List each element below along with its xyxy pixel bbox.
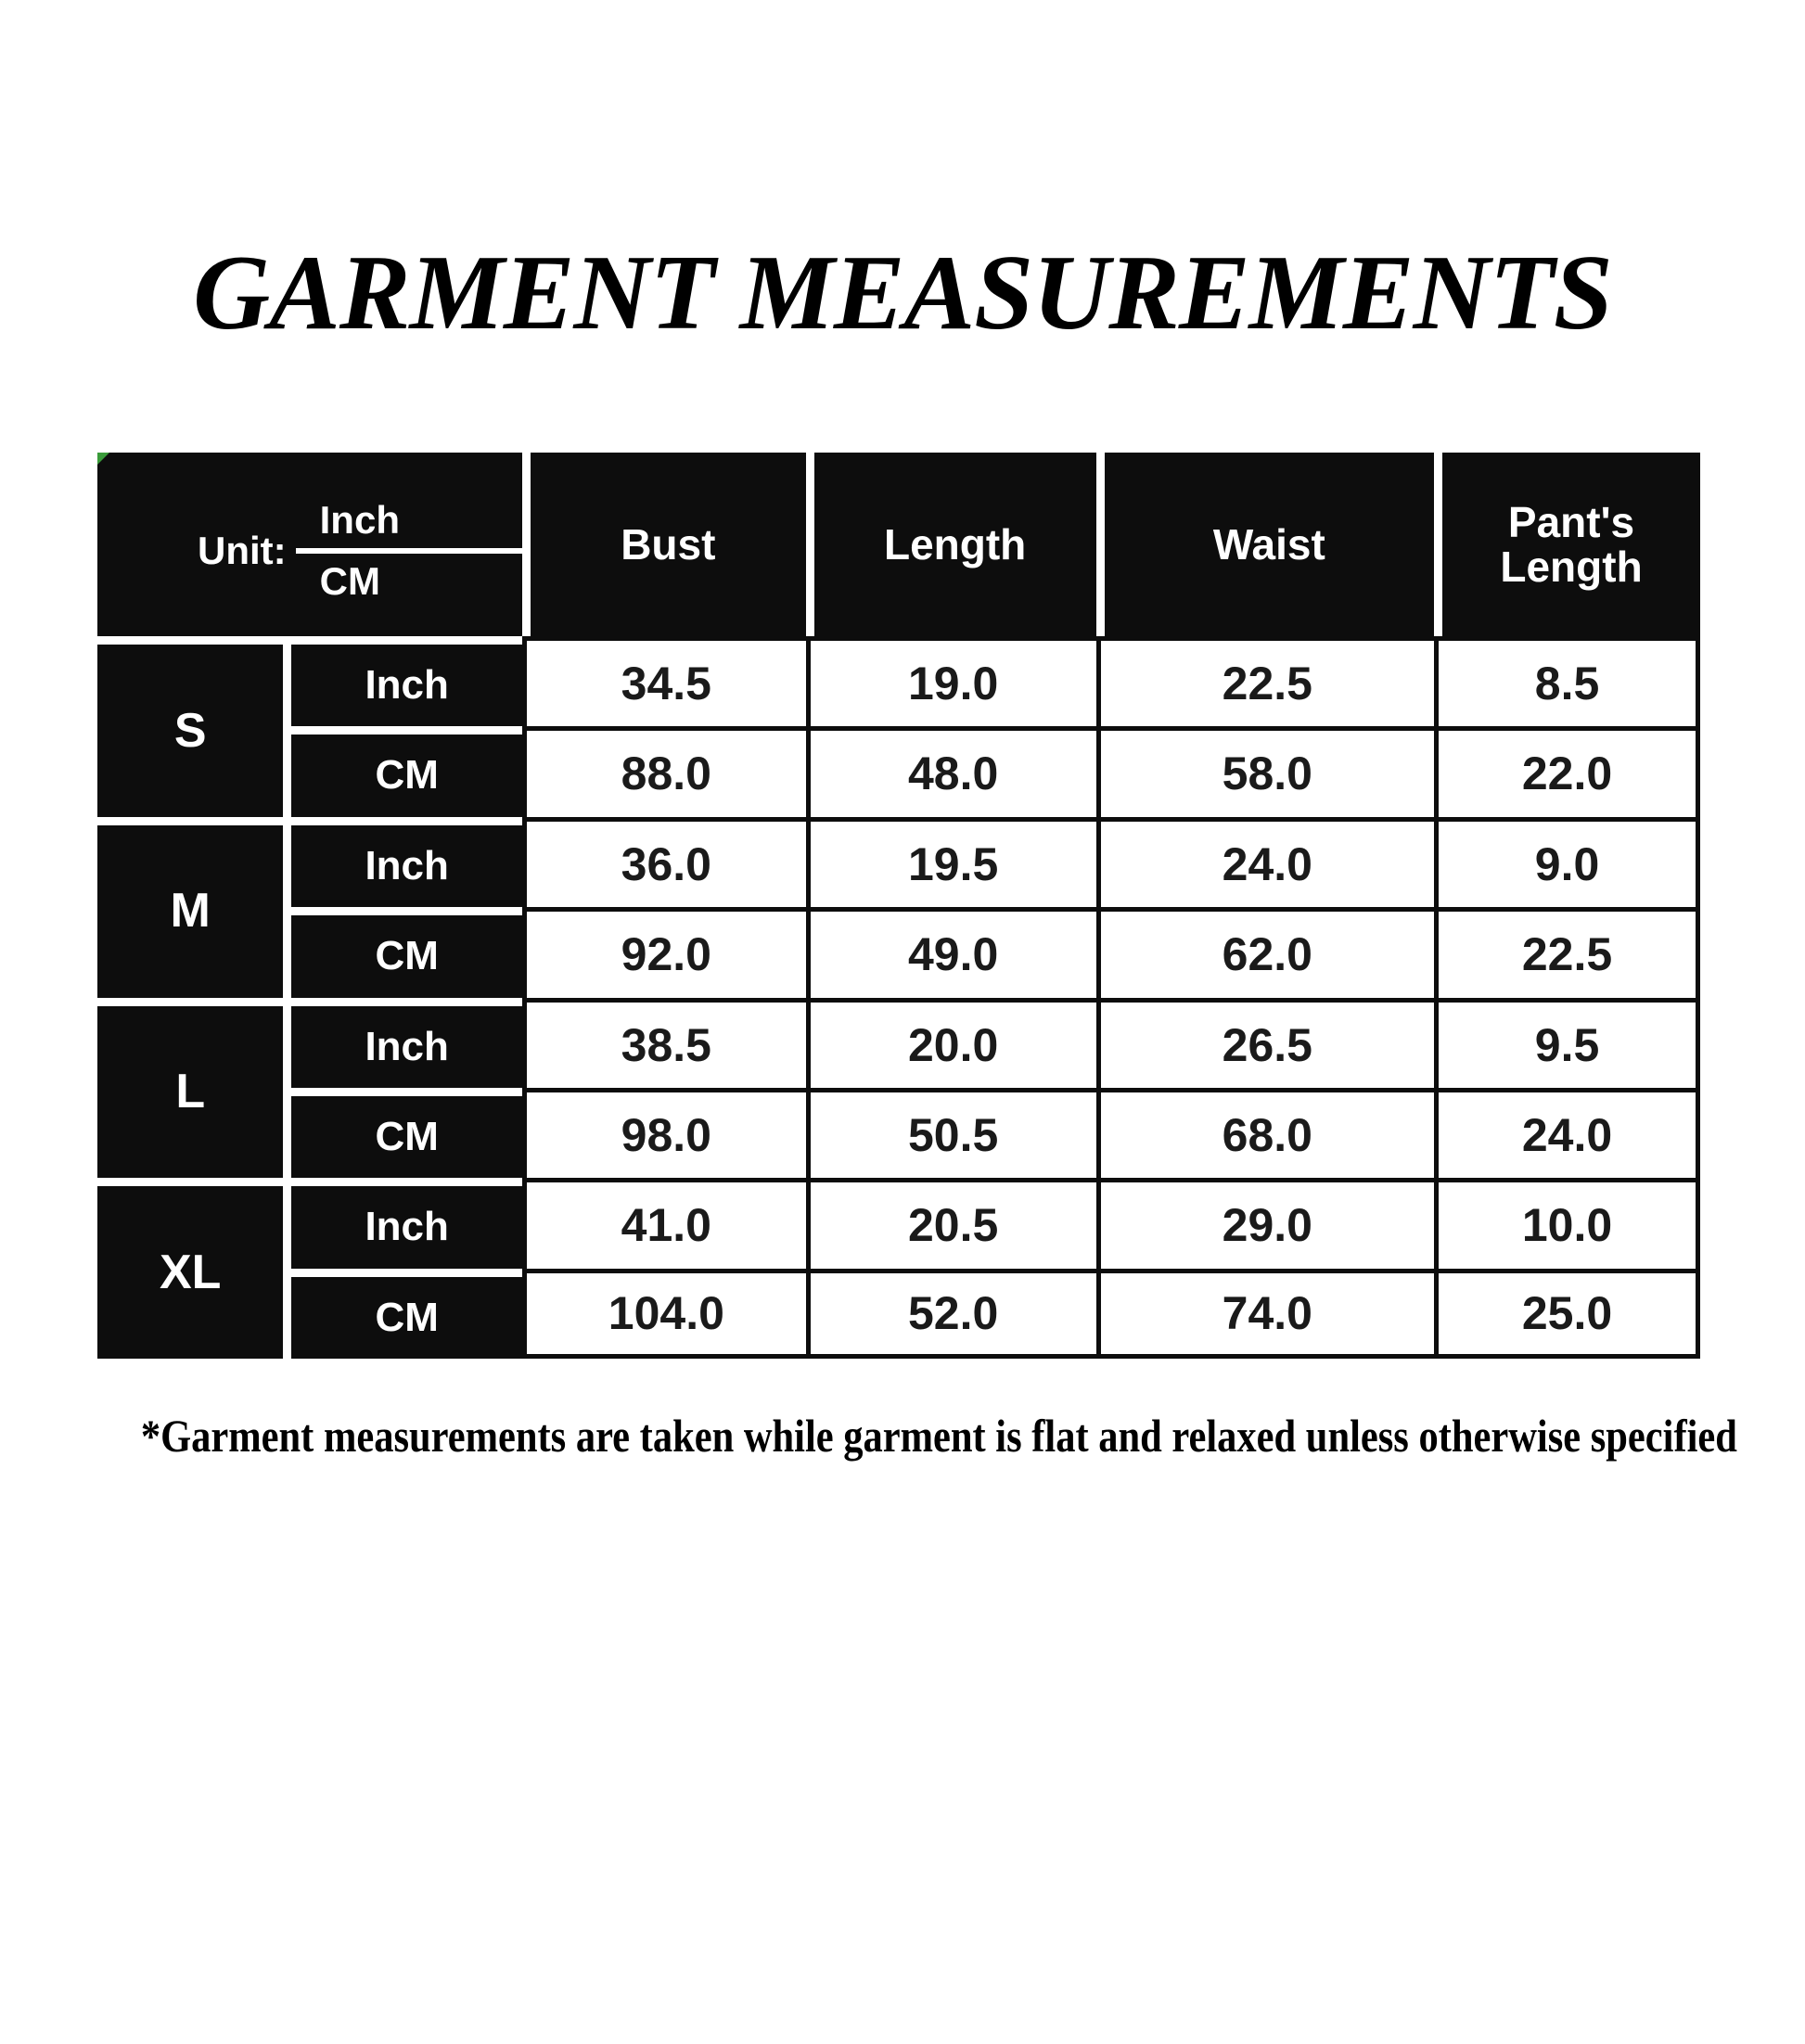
size-chart-table [97,453,1700,1359]
value-cell: 41.0 [522,1178,806,1268]
size-cell-s: S [97,636,283,817]
value-cell: 92.0 [522,907,806,997]
unit-cell-inch: Inch [283,636,521,726]
unit-fraction-inch: Inch [296,500,522,554]
page-title: GARMENT MEASUREMENTS [193,234,1612,351]
value-cell: 38.5 [522,998,806,1088]
value-cell: 104.0 [522,1269,806,1359]
value-cell: 29.0 [1096,1178,1435,1268]
header-cell-unit [97,453,522,636]
value-cell: 62.0 [1096,907,1435,997]
value-cell: 10.0 [1434,1178,1700,1268]
header-cell-waist: Waist [1096,453,1435,636]
value-cell: 68.0 [1096,1088,1435,1178]
value-cell: 8.5 [1434,636,1700,726]
size-cell-xl: XL [97,1178,283,1359]
unit-fraction-cm: CM [319,559,380,603]
value-cell: 9.5 [1434,998,1700,1088]
value-cell: 22.5 [1096,636,1435,726]
footnote-bar [0,1410,1805,1463]
value-cell: 20.5 [806,1178,1096,1268]
header-cell-bust: Bust [522,453,806,636]
footnote-text: *Garment measurements are taken while garment is flat and relaxed unless otherwise specified [140,1410,1737,1463]
title-bar [0,234,1805,351]
value-cell: 74.0 [1096,1269,1435,1359]
value-cell: 34.5 [522,636,806,726]
value-cell: 50.5 [806,1088,1096,1178]
value-cell: 25.0 [1434,1269,1700,1359]
value-cell: 48.0 [806,726,1096,816]
value-cell: 26.5 [1096,998,1435,1088]
value-cell: 24.0 [1096,817,1435,907]
value-cell: 19.5 [806,817,1096,907]
header-cell-length: Length [806,453,1096,636]
unit-cell-cm: CM [283,1269,521,1359]
value-cell: 52.0 [806,1269,1096,1359]
value-cell: 24.0 [1434,1088,1700,1178]
value-cell: 9.0 [1434,817,1700,907]
unit-fraction [296,497,522,603]
value-cell: 49.0 [806,907,1096,997]
unit-cell-cm: CM [283,726,521,816]
value-cell: 36.0 [522,817,806,907]
value-cell: 22.5 [1434,907,1700,997]
value-cell: 58.0 [1096,726,1435,816]
size-cell-l: L [97,998,283,1179]
unit-cell-inch: Inch [283,817,521,907]
value-cell: 19.0 [806,636,1096,726]
unit-cell-inch: Inch [283,1178,521,1268]
excel-artifact-green-triangle-icon [97,453,109,465]
unit-label: Unit: [198,528,287,572]
value-cell: 20.0 [806,998,1096,1088]
value-cell: 98.0 [522,1088,806,1178]
unit-cell-cm: CM [283,1088,521,1178]
value-cell: 88.0 [522,726,806,816]
unit-cell-inch: Inch [283,998,521,1088]
value-cell: 22.0 [1434,726,1700,816]
header-cell-pants-length: Pant's Length [1434,453,1700,636]
unit-cell-cm: CM [283,907,521,997]
size-cell-m: M [97,817,283,998]
